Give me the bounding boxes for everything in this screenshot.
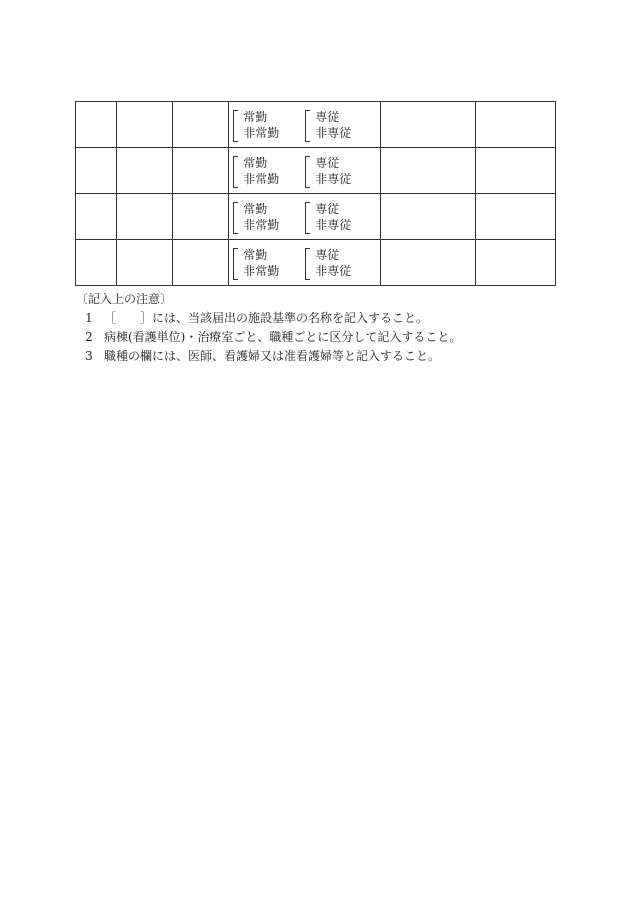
table-cell[interactable] <box>76 148 117 194</box>
option-dedicated[interactable]: 専従 <box>315 156 340 170</box>
table-row <box>76 148 556 194</box>
bracket-mark <box>305 202 310 234</box>
note-item <box>76 309 461 328</box>
bracket-mark <box>305 156 310 188</box>
note-item <box>76 347 461 366</box>
table-cell[interactable] <box>117 194 173 240</box>
table-cell[interactable] <box>117 148 173 194</box>
table-cell[interactable] <box>76 240 117 286</box>
note-number: 3 <box>85 349 93 363</box>
table-cell[interactable] <box>475 102 555 148</box>
employment-options <box>233 154 289 188</box>
table-cell[interactable] <box>380 148 475 194</box>
note-text: ［ ］には、当該届出の施設基準の名称を記入すること。 <box>104 311 429 325</box>
bracket-mark <box>233 110 238 142</box>
table-cell[interactable] <box>380 194 475 240</box>
table-cell[interactable] <box>380 102 475 148</box>
option-full-time[interactable]: 常勤 <box>243 156 268 170</box>
option-dedicated[interactable]: 専従 <box>315 110 340 124</box>
note-item <box>76 328 461 347</box>
option-non-dedicated[interactable]: 非専従 <box>315 264 352 278</box>
option-dedicated[interactable]: 専従 <box>315 202 340 216</box>
table-row <box>76 194 556 240</box>
table-cell[interactable] <box>117 102 173 148</box>
bracket-mark <box>233 156 238 188</box>
bracket-mark <box>233 248 238 280</box>
notes-title: 〔記入上の注意〕 <box>76 292 173 306</box>
employment-choice-cell <box>229 102 380 148</box>
employment-choice-cell <box>229 194 380 240</box>
dedication-options <box>305 108 361 142</box>
option-full-time[interactable]: 常勤 <box>243 248 268 262</box>
bracket-mark <box>233 202 238 234</box>
option-non-dedicated[interactable]: 非専従 <box>315 126 352 140</box>
table-cell[interactable] <box>117 240 173 286</box>
option-dedicated[interactable]: 専従 <box>315 248 340 262</box>
option-full-time[interactable]: 常勤 <box>243 110 268 124</box>
table-cell[interactable] <box>76 194 117 240</box>
note-text: 病棟(看護単位)・治療室ごと、職種ごとに区分して記入すること。 <box>104 330 462 344</box>
table-cell[interactable] <box>76 102 117 148</box>
dedication-options <box>305 246 361 280</box>
option-part-time[interactable]: 非常勤 <box>243 218 280 232</box>
employment-choice-cell <box>229 148 380 194</box>
table-cell[interactable] <box>173 194 229 240</box>
option-full-time[interactable]: 常勤 <box>243 202 268 216</box>
employment-options <box>233 108 289 142</box>
dedication-options <box>305 154 361 188</box>
table-cell[interactable] <box>475 194 555 240</box>
table-cell[interactable] <box>475 148 555 194</box>
notes-section <box>76 290 461 366</box>
option-non-dedicated[interactable]: 非専従 <box>315 172 352 186</box>
table-row <box>76 240 556 286</box>
table-cell[interactable] <box>475 240 555 286</box>
table-cell[interactable] <box>173 102 229 148</box>
table-cell[interactable] <box>173 148 229 194</box>
note-number: 2 <box>85 330 93 344</box>
option-part-time[interactable]: 非常勤 <box>243 126 280 140</box>
option-part-time[interactable]: 非常勤 <box>243 172 280 186</box>
employment-choice-cell <box>229 240 380 286</box>
dedication-options <box>305 200 361 234</box>
note-number: 1 <box>85 311 93 325</box>
table-cell[interactable] <box>173 240 229 286</box>
bracket-mark <box>305 248 310 280</box>
staff-table <box>75 101 556 286</box>
bracket-mark <box>305 110 310 142</box>
table-cell[interactable] <box>380 240 475 286</box>
note-text: 職種の欄には、医師、看護婦又は准看護婦等と記入すること。 <box>104 349 441 363</box>
employment-options <box>233 246 289 280</box>
table-row <box>76 102 556 148</box>
employment-options <box>233 200 289 234</box>
option-non-dedicated[interactable]: 非専従 <box>315 218 352 232</box>
option-part-time[interactable]: 非常勤 <box>243 264 280 278</box>
